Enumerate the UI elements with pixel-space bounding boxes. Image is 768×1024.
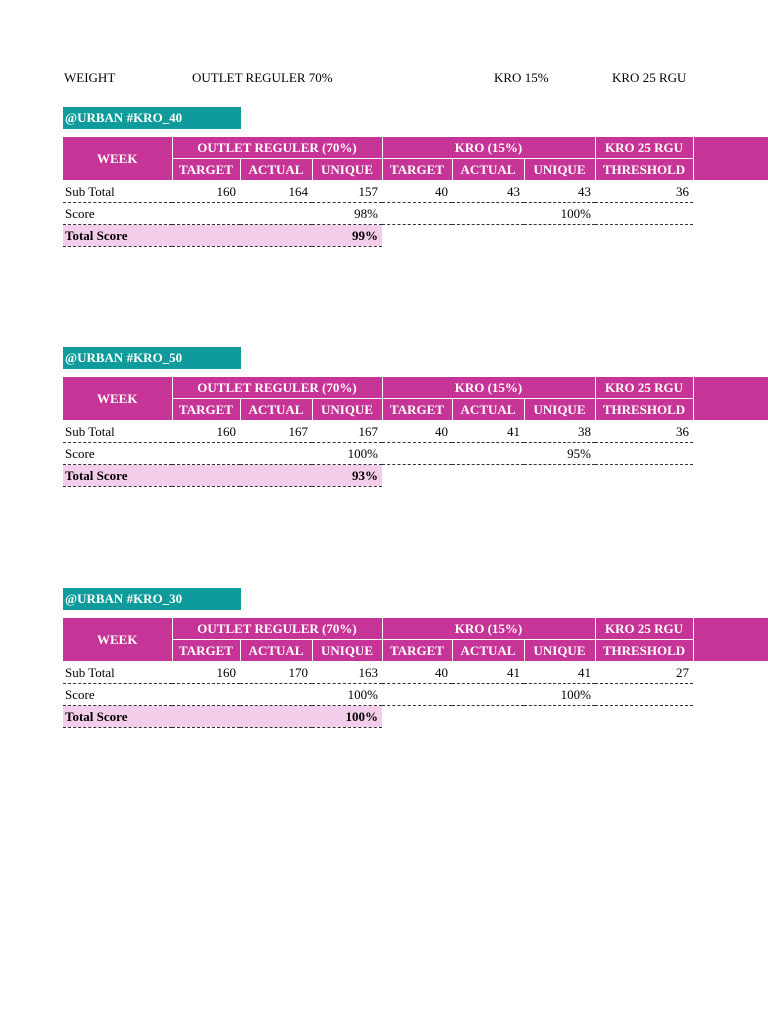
header-outlet-group: OUTLET REGULER (70%) — [172, 137, 382, 159]
header-week: WEEK — [63, 137, 172, 181]
cell: 160 — [172, 421, 240, 443]
cell — [595, 684, 693, 706]
total-score-row — [63, 225, 693, 247]
cell: 41 — [452, 662, 524, 684]
header-kro-actual: ACTUAL — [452, 159, 524, 181]
subtotal-label: Sub Total — [63, 662, 172, 684]
score-table — [63, 377, 694, 487]
cell — [595, 443, 693, 465]
blank — [382, 706, 693, 728]
cell: 167 — [312, 421, 382, 443]
subtotal-row — [63, 181, 693, 203]
header-outlet-actual: ACTUAL — [240, 159, 312, 181]
header-kro-target: TARGET — [382, 640, 452, 662]
header-outlet-unique: UNIQUE — [312, 159, 382, 181]
score-table — [63, 618, 694, 728]
weight-label: WEIGHT — [64, 70, 116, 85]
header-kro-unique: UNIQUE — [524, 159, 595, 181]
header-kro-group: KRO (15%) — [382, 618, 595, 640]
header-kro-target: TARGET — [382, 399, 452, 421]
section-title: @URBAN #KRO_40 — [63, 107, 241, 129]
header-threshold: THRESHOLD — [595, 399, 693, 421]
outlet-score: 98% — [172, 203, 382, 225]
header-week: WEEK — [63, 377, 172, 421]
weight-row — [0, 70, 768, 88]
cell: 160 — [172, 662, 240, 684]
header-kro-group: KRO (15%) — [382, 137, 595, 159]
cell: 163 — [312, 662, 382, 684]
cell: 43 — [524, 181, 595, 203]
subtotal-row — [63, 662, 693, 684]
blank — [382, 225, 693, 247]
header-threshold: THRESHOLD — [595, 640, 693, 662]
cell: 43 — [452, 181, 524, 203]
score-row — [63, 684, 693, 706]
header-outlet-target: TARGET — [172, 640, 240, 662]
weight-outlet: OUTLET REGULER 70% — [192, 70, 333, 85]
subtotal-label: Sub Total — [63, 421, 172, 443]
cell — [595, 203, 693, 225]
score-row — [63, 203, 693, 225]
score-label: Score — [63, 684, 172, 706]
header-outlet-group: OUTLET REGULER (70%) — [172, 618, 382, 640]
section-title: @URBAN #KRO_30 — [63, 588, 241, 610]
outlet-score: 100% — [172, 443, 382, 465]
cell: 160 — [172, 181, 240, 203]
total-score-label: Total Score — [63, 225, 172, 247]
cell: 164 — [240, 181, 312, 203]
kro-score: 100% — [382, 203, 595, 225]
cell: 36 — [595, 181, 693, 203]
cell: 40 — [382, 181, 452, 203]
header-kro-group: KRO (15%) — [382, 377, 595, 399]
header-band-extension — [693, 137, 768, 180]
kro-score: 100% — [382, 684, 595, 706]
cell: 170 — [240, 662, 312, 684]
score-label: Score — [63, 203, 172, 225]
cell: 38 — [524, 421, 595, 443]
cell: 40 — [382, 421, 452, 443]
header-kro25-group: KRO 25 RGU — [595, 377, 693, 399]
header-week: WEEK — [63, 618, 172, 662]
total-score-row — [63, 465, 693, 487]
total-score-value: 100% — [172, 706, 382, 728]
header-band-extension — [693, 618, 768, 661]
blank — [382, 465, 693, 487]
header-outlet-target: TARGET — [172, 399, 240, 421]
header-kro-unique: UNIQUE — [524, 399, 595, 421]
section-title: @URBAN #KRO_50 — [63, 347, 241, 369]
outlet-score: 100% — [172, 684, 382, 706]
header-outlet-target: TARGET — [172, 159, 240, 181]
cell: 40 — [382, 662, 452, 684]
cell: 41 — [452, 421, 524, 443]
weight-kro: KRO 15% — [494, 70, 549, 85]
cell: 157 — [312, 181, 382, 203]
score-table — [63, 137, 694, 247]
score-label: Score — [63, 443, 172, 465]
header-outlet-group: OUTLET REGULER (70%) — [172, 377, 382, 399]
subtotal-row — [63, 421, 693, 443]
cell: 41 — [524, 662, 595, 684]
total-score-label: Total Score — [63, 465, 172, 487]
subtotal-label: Sub Total — [63, 181, 172, 203]
total-score-value: 93% — [172, 465, 382, 487]
header-threshold: THRESHOLD — [595, 159, 693, 181]
kro-score: 95% — [382, 443, 595, 465]
header-outlet-actual: ACTUAL — [240, 399, 312, 421]
cell: 27 — [595, 662, 693, 684]
header-outlet-actual: ACTUAL — [240, 640, 312, 662]
header-kro-target: TARGET — [382, 159, 452, 181]
cell: 167 — [240, 421, 312, 443]
header-outlet-unique: UNIQUE — [312, 399, 382, 421]
header-kro25-group: KRO 25 RGU — [595, 618, 693, 640]
header-band-extension — [693, 377, 768, 420]
header-kro-actual: ACTUAL — [452, 640, 524, 662]
cell: 36 — [595, 421, 693, 443]
total-score-value: 99% — [172, 225, 382, 247]
weight-kro25: KRO 25 RGU — [612, 70, 687, 85]
header-kro-actual: ACTUAL — [452, 399, 524, 421]
header-kro25-group: KRO 25 RGU — [595, 137, 693, 159]
header-outlet-unique: UNIQUE — [312, 640, 382, 662]
total-score-label: Total Score — [63, 706, 172, 728]
score-row — [63, 443, 693, 465]
header-kro-unique: UNIQUE — [524, 640, 595, 662]
total-score-row — [63, 706, 693, 728]
